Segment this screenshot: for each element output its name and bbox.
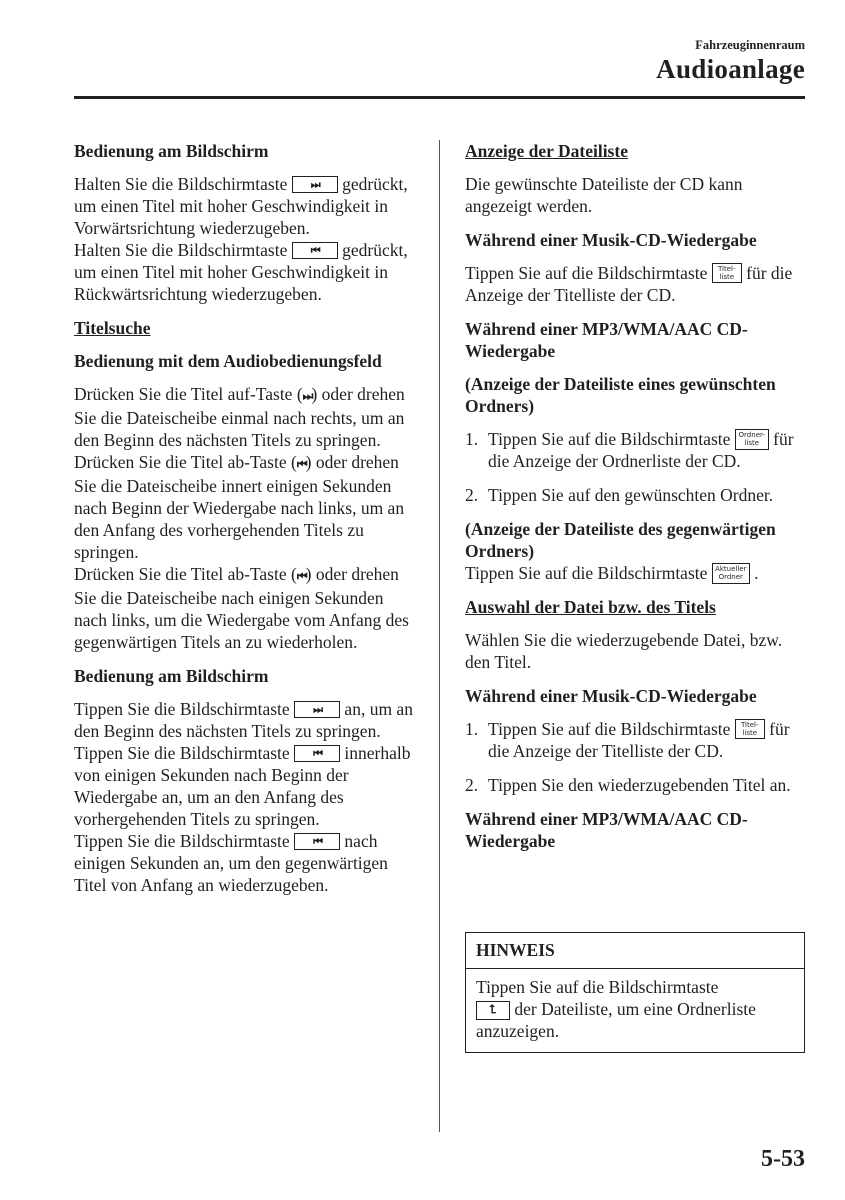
paragraph: Tippen Sie die Bildschirmtaste ⏭ an, um an den Beginn des nächsten Titels zu springen. <box>74 699 413 741</box>
paragraph: Drücken Sie die Titel ab-Taste (⏮) oder drehen Sie die Dateischeibe nach einigen Sekunden nach links, um die Wiedergabe vom Anfang des gegenwärtigen Titels an zu wiederholen. <box>74 564 409 652</box>
heading-audiobedienungsfeld: Bedienung mit dem Audiobedienungsfeld <box>74 351 382 371</box>
heading-bedienung-bildschirm: Bedienung am Bildschirm <box>74 666 269 686</box>
paragraph: Tippen Sie auf die Bildschirmtaste Aktueller Ordner . <box>465 563 759 583</box>
heading-gegenwaertiger-ordner: (Anzeige der Dateiliste des gegenwärtigen Ordners) <box>465 519 776 561</box>
track-down-icon: ⏮ <box>296 457 306 471</box>
ordnerliste-button-icon: Ordner- liste <box>735 429 769 450</box>
page-number: 5-53 <box>761 1146 805 1172</box>
list-item: 2. Tippen Sie auf den gewünschten Ordner. <box>465 485 774 505</box>
list-item: 1. Tippen Sie auf die Bildschirmtaste Ordner- liste für die Anzeige der Ordnerliste der CD. <box>465 429 794 471</box>
heading-mp3-cd: Während einer MP3/WMA/AAC CD-Wiedergabe <box>465 809 748 851</box>
right-column <box>465 140 810 863</box>
list-item: 2. Tippen Sie den wiederzugebenden Titel an. <box>465 775 791 795</box>
note-title: HINWEIS <box>466 933 804 969</box>
paragraph: Tippen Sie auf die Bildschirmtaste Titel- liste für die Anzeige der Titelliste der CD. <box>465 263 793 305</box>
header-rule <box>74 96 805 99</box>
paragraph: Tippen Sie die Bildschirmtaste ⏮ innerhalb von einigen Sekunden nach Beginn der Wiedergabe an, um an den Anfang des vorhergehenden Titels zu springen. <box>74 743 411 829</box>
titelliste-button-icon: Titel- liste <box>712 263 742 283</box>
left-column <box>74 140 414 908</box>
track-down-icon: ⏮ <box>296 569 306 583</box>
note-box <box>465 932 805 1053</box>
paragraph: Halten Sie die Bildschirmtaste ⏮ gedrückt, um einen Titel mit hoher Geschwindigkeit in Rückwärtsrichtung wiederzugeben. <box>74 240 408 304</box>
fast-forward-button-icon: ⏭ <box>292 176 338 193</box>
paragraph: Halten Sie die Bildschirmtaste ⏭ gedrückt, um einen Titel mit hoher Geschwindigkeit in Vorwärtsrichtung wiederzugeben. <box>74 174 408 238</box>
page-title: Audioanlage <box>656 54 805 84</box>
heading-anzeige-dateiliste: Anzeige der Dateiliste <box>465 141 628 161</box>
heading-titelsuche: Titelsuche <box>74 318 151 338</box>
heading-gewuenschter-ordner: (Anzeige der Dateiliste eines gewünschten Ordners) <box>465 374 776 416</box>
aktueller-ordner-button-icon: Aktueller Ordner <box>712 563 750 584</box>
previous-track-button-icon: ⏮ <box>294 745 340 762</box>
paragraph: Drücken Sie die Titel ab-Taste (⏮) oder drehen Sie die Dateischeibe innert einigen Sekunden nach Beginn der Wiedergabe nach links, um an den Anfang des vorhergehenden Titels zu springen. <box>74 452 405 562</box>
heading-auswahl-datei: Auswahl der Datei bzw. des Titels <box>465 597 716 617</box>
heading-musik-cd: Während einer Musik-CD-Wiedergabe <box>465 230 757 250</box>
heading-bedienung-bildschirm: Bedienung am Bildschirm <box>74 141 269 161</box>
next-track-button-icon: ⏭ <box>294 701 340 718</box>
paragraph: Tippen Sie die Bildschirmtaste ⏮ nach einigen Sekunden an, um den gegenwärtigen Titel von Anfang an wiederzugeben. <box>74 831 388 895</box>
heading-musik-cd: Während einer Musik-CD-Wiedergabe <box>465 686 757 706</box>
paragraph: Wählen Sie die wiederzugebende Datei, bzw. den Titel. <box>465 630 783 672</box>
rewind-button-icon: ⏮ <box>292 242 338 259</box>
paragraph: Drücken Sie die Titel auf-Taste (⏭) oder drehen Sie die Dateischeibe einmal nach rechts, um an den Beginn des nächsten Titels zu springen. <box>74 384 405 450</box>
list-item: 1. Tippen Sie auf die Bildschirmtaste Titel- liste für die Anzeige der Titelliste der CD. <box>465 719 790 761</box>
track-up-icon: ⏭ <box>302 389 312 403</box>
column-divider <box>439 140 440 1132</box>
previous-track-button-icon: ⏮ <box>294 833 340 850</box>
folder-up-icon: ⮤ <box>476 1001 510 1020</box>
paragraph: Die gewünschte Dateiliste der CD kann angezeigt werden. <box>465 174 743 216</box>
titelliste-button-icon: Titel- liste <box>735 719 765 739</box>
heading-mp3-cd: Während einer MP3/WMA/AAC CD-Wiedergabe <box>465 319 748 361</box>
section-label: Fahrzeuginnenraum <box>695 38 805 52</box>
note-body: Tippen Sie auf die Bildschirmtaste ⮤ der Dateiliste, um eine Ordnerliste anzuzeigen. <box>476 977 756 1041</box>
